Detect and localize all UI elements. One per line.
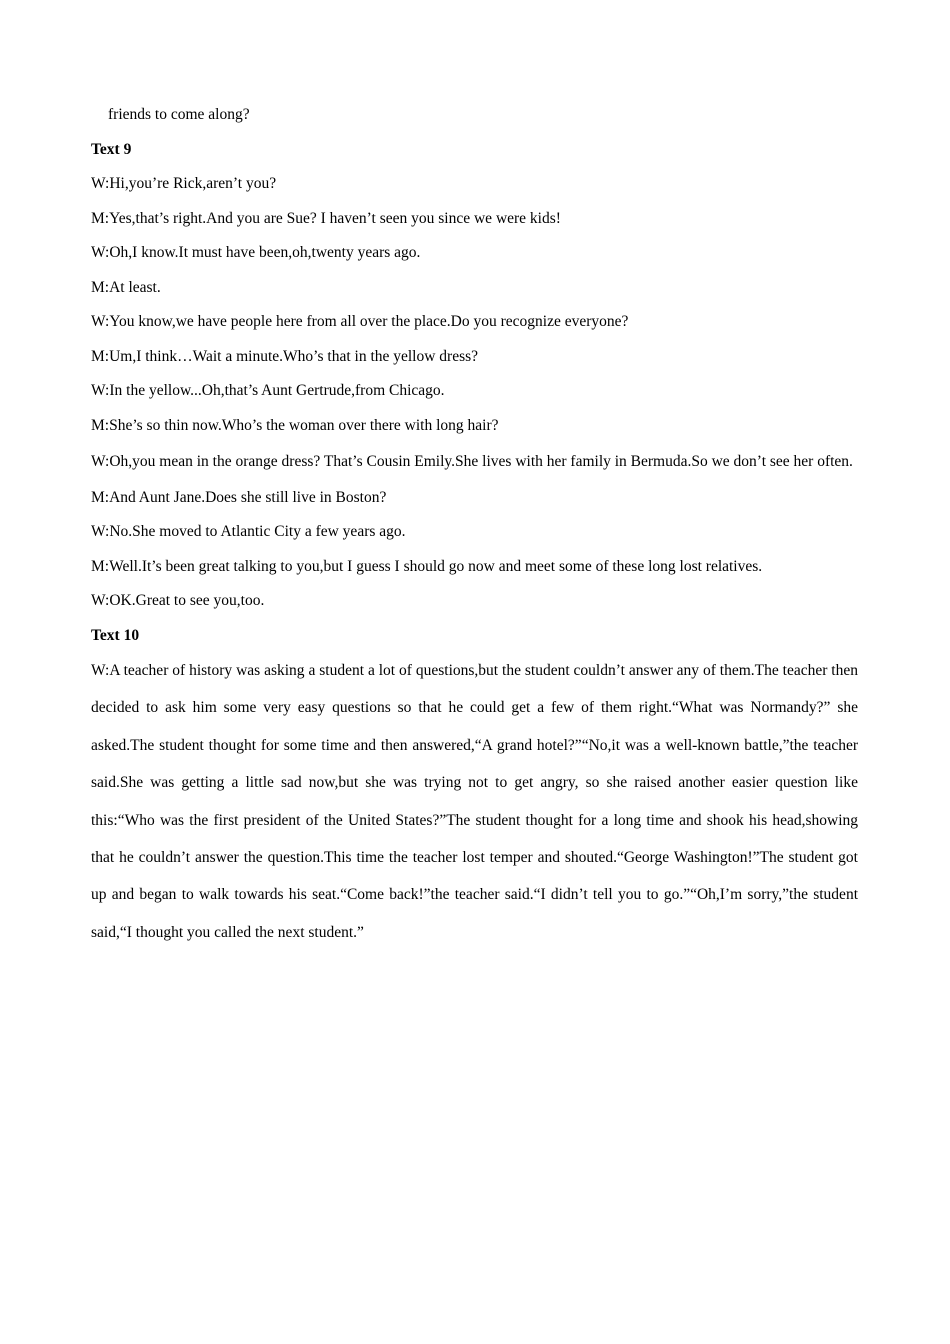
document-page [91, 98, 858, 951]
dialogue-line: W:No.She moved to Atlantic City a few years ago. [91, 523, 406, 540]
dialogue-line: M:And Aunt Jane.Does she still live in Boston? [91, 488, 387, 506]
dialogue-line: W:OK.Great to see you,too. [91, 592, 265, 609]
dialogue-line: M:Yes,that’s right.And you are Sue? I haven’t seen you since we were kids! [91, 209, 561, 227]
section-heading-text-10: Text 10 [91, 626, 140, 644]
dialogue-line: M:Um,I think…Wait a minute.Who’s that in the yellow dress? [91, 347, 479, 365]
dialogue-line: W:You know,we have people here from all over the place.Do you recognize everyone? [91, 313, 629, 330]
dialogue-line: M:At least. [91, 278, 161, 296]
dialogue-line: M:Well.It’s been great talking to you,but I guess I should go now and meet some of these long lost relatives. [91, 557, 763, 575]
narrative-paragraph: W:A teacher of history was asking a student a lot of questions,but the student couldn’t answer any of them.The teacher then decided to ask him some very easy questions so that he could get a few of them right.“What was Normandy?” she asked.The student thought for some time and then answered,“A grand hotel?”“No,it was a well-known battle,”the teacher said.She was getting a little sad now,but she was trying not to get angry, so she raised another easier question like this:“Who was the first president of the United States?”The student thought for a long time and shook his head,showing that he couldn’t answer the question.This time the teacher lost temper and shouted.“George Washington!”The student got up and began to walk towards his seat.“Come back!”the teacher said.“I didn’t tell you to go.”“Oh,I’m sorry,”the student said,“I thought you called the next student.” [91, 662, 858, 941]
dialogue-line: M:She’s so thin now.Who’s the woman over there with long hair? [91, 416, 499, 434]
dialogue-line: W:Hi,you’re Rick,aren’t you? [91, 175, 277, 192]
dialogue-line-wrapped: W:Oh,you mean in the orange dress? That’s Cousin Emily.She lives with her family in Bermuda.So we don’t see her often. [91, 453, 853, 470]
dialogue-line: W:Oh,I know.It must have been,oh,twenty years ago. [91, 244, 421, 261]
continuation-line: friends to come along? [108, 106, 250, 123]
section-heading-text-9: Text 9 [91, 140, 132, 158]
dialogue-line: W:In the yellow...Oh,that’s Aunt Gertrude,from Chicago. [91, 382, 445, 399]
